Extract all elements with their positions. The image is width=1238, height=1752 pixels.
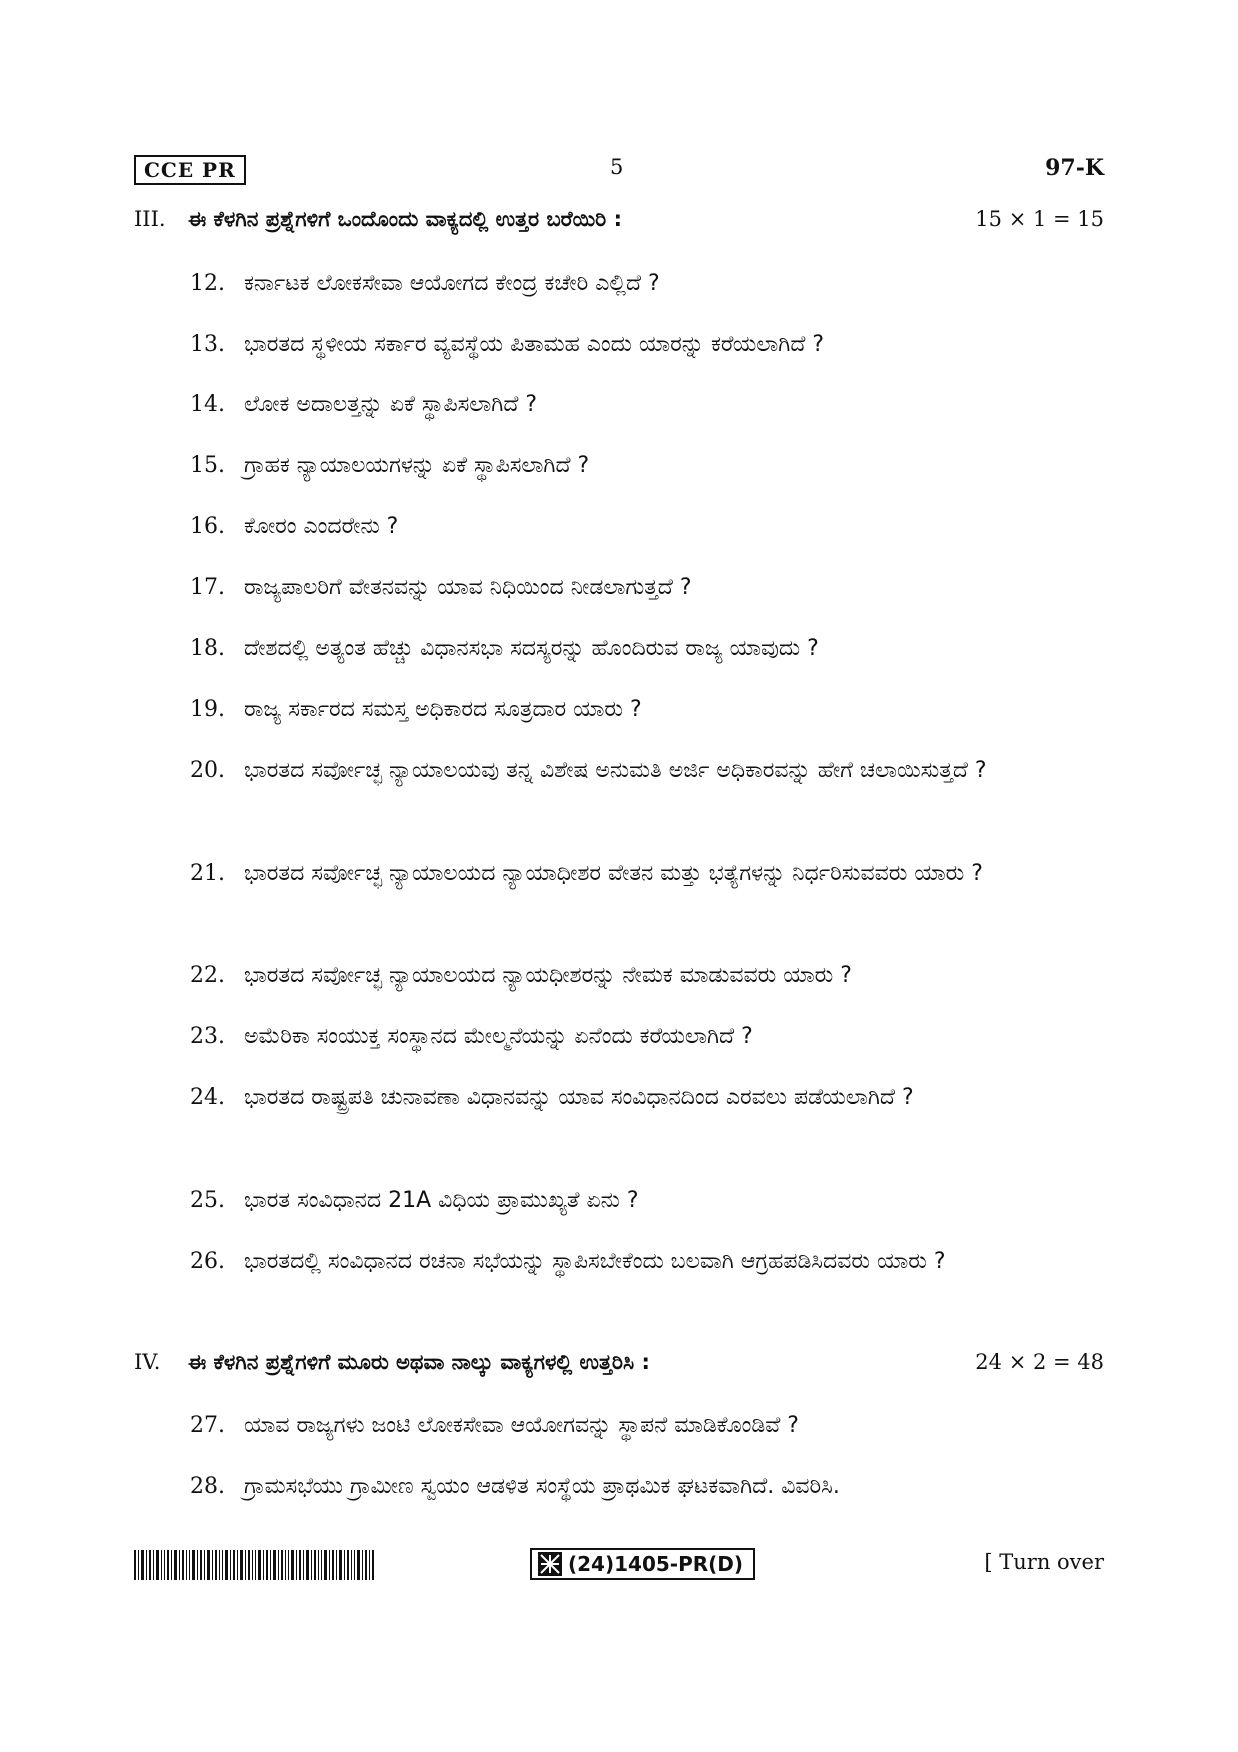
page-header [134, 155, 1104, 191]
question-number: 28. [190, 1474, 225, 1499]
question-number: 22. [190, 963, 225, 988]
question-text: ರಾಜ್ಯಪಾಲರಿಗೆ ವೇತನವನ್ನು ಯಾವ ನಿಧಿಯಿಂದ ನೀಡಲಾಗುತ್ತದೆ ? [244, 575, 692, 600]
question-text: ಅಮೆರಿಕಾ ಸಂಯುಕ್ತ ಸಂಸ್ಥಾನದ ಮೇಲ್ಮನೆಯನ್ನು ಏನೆಂದು ಕರೆಯಲಾಗಿದೆ ? [244, 1024, 753, 1049]
question-number: 21. [190, 861, 225, 886]
question-text: ಗ್ರಾಹಕ ನ್ಯಾಯಾಲಯಗಳನ್ನು ಏಕೆ ಸ್ಥಾಪಿಸಲಾಗಿದೆ ? [244, 453, 590, 478]
footer-code-box [530, 1548, 755, 1580]
question-text: ಭಾರತದ ಸರ್ವೋಚ್ಛ ನ್ಯಾಯಾಲಯವು ತನ್ನ ವಿಶೇಷ ಅನುಮತಿ ಅರ್ಜಿ ಅಧಿಕಾರವನ್ನು ಹೇಗೆ ಚಲಾಯಿಸುತ್ತದೆ ? [244, 758, 987, 783]
page-footer [134, 1548, 1104, 1588]
section-3-instruction: ಈ ಕೆಳಗಿನ ಪ್ರಶ್ನೆಗಳಿಗೆ ಒಂದೊಂದು ವಾಕ್ಯದಲ್ಲಿ ಉತ್ತರ ಬರೆಯಿರಿ : [188, 207, 622, 231]
section-4-heading [134, 1350, 1104, 1386]
question-text: ಯಾವ ರಾಜ್ಯಗಳು ಜಂಟಿ ಲೋಕಸೇವಾ ಆಯೋಗವನ್ನು ಸ್ಥಾಪನೆ ಮಾಡಿಕೊಂಡಿವೆ ? [244, 1413, 799, 1438]
question-number: 23. [190, 1024, 225, 1049]
question-number: 16. [190, 514, 225, 539]
question-text: ಲೋಕ ಅದಾಲತ್ತನ್ನು ಏಕೆ ಸ್ಥಾಪಿಸಲಾಗಿದೆ ? [244, 392, 538, 417]
section-4-number: IV. [134, 1350, 161, 1374]
question-number: 14. [190, 392, 225, 417]
section-3-marks: 15 × 1 = 15 [975, 207, 1104, 231]
section-4-marks: 24 × 2 = 48 [975, 1350, 1104, 1374]
question-number: 13. [190, 332, 225, 357]
scissors-icon [538, 1552, 562, 1576]
question-number: 15. [190, 453, 225, 478]
turn-over-note: [ Turn over [984, 1550, 1104, 1574]
question-text: ಭಾರತದಲ್ಲಿ ಸಂವಿಧಾನದ ರಚನಾ ಸಭೆಯನ್ನು ಸ್ಥಾಪಿಸಬೇಕೆಂದು ಬಲವಾಗಿ ಆಗ್ರಹಪಡಿಸಿದವರು ಯಾರು ? [244, 1249, 946, 1274]
question-number: 19. [190, 697, 225, 722]
question-text: ಗ್ರಾಮಸಭೆಯು ಗ್ರಾಮೀಣ ಸ್ವಯಂ ಆಡಳಿತ ಸಂಸ್ಥೆಯ ಪ್ರಾಥಮಿಕ ಘಟಕವಾಗಿದೆ. ವಿವರಿಸಿ. [244, 1474, 840, 1499]
question-number: 17. [190, 575, 225, 600]
exam-code-box: CCE PR [134, 155, 246, 185]
footer-code-text: (24)1405-PR(D) [568, 1552, 744, 1576]
question-number: 12. [190, 271, 225, 296]
paper-code: 97-K [1045, 155, 1104, 181]
question-text: ಕರ್ನಾಟಕ ಲೋಕಸೇವಾ ಆಯೋಗದ ಕೇಂದ್ರ ಕಚೇರಿ ಎಲ್ಲಿದೆ ? [244, 271, 660, 296]
question-text: ಭಾರತದ ಸ್ಥಳೀಯ ಸರ್ಕಾರ ವ್ಯವಸ್ಥೆಯ ಪಿತಾಮಹ ಎಂದು ಯಾರನ್ನು ಕರೆಯಲಾಗಿದೆ ? [244, 332, 825, 357]
question-text: ಭಾರತದ ಸರ್ವೋಚ್ಛ ನ್ಯಾಯಾಲಯದ ನ್ಯಾಯಧೀಶರನ್ನು ನೇಮಕ ಮಾಡುವವರು ಯಾರು ? [244, 963, 852, 988]
question-number: 25. [190, 1188, 225, 1213]
question-number: 24. [190, 1085, 225, 1110]
page-number: 5 [610, 155, 624, 179]
section-3-heading [134, 207, 1104, 243]
question-text: ಭಾರತದ ಸರ್ವೋಚ್ಛ ನ್ಯಾಯಾಲಯದ ನ್ಯಾಯಾಧೀಶರ ವೇತನ ಮತ್ತು ಭತ್ಯೆಗಳನ್ನು ನಿರ್ಧರಿಸುವವರು ಯಾರು ? [244, 861, 983, 886]
barcode-icon [134, 1550, 374, 1580]
question-text: ಭಾರತ ಸಂವಿಧಾನದ 21A ವಿಧಿಯ ಪ್ರಾಮುಖ್ಯತೆ ಏನು ? [244, 1188, 639, 1213]
question-text: ಕೋರಂ ಎಂದರೇನು ? [244, 514, 399, 539]
question-number: 20. [190, 758, 225, 783]
question-number: 27. [190, 1413, 225, 1438]
question-text: ದೇಶದಲ್ಲಿ ಅತ್ಯಂತ ಹೆಚ್ಚು ವಿಧಾನಸಭಾ ಸದಸ್ಯರನ್ನು ಹೊಂದಿರುವ ರಾಜ್ಯ ಯಾವುದು ? [244, 636, 819, 661]
section-3-number: III. [134, 207, 166, 231]
question-number: 26. [190, 1249, 225, 1274]
question-number: 18. [190, 636, 225, 661]
section-4-instruction: ಈ ಕೆಳಗಿನ ಪ್ರಶ್ನೆಗಳಿಗೆ ಮೂರು ಅಥವಾ ನಾಲ್ಕು ವಾಕ್ಯಗಳಲ್ಲಿ ಉತ್ತರಿಸಿ : [188, 1350, 650, 1374]
question-text: ಭಾರತದ ರಾಷ್ಟ್ರಪತಿ ಚುನಾವಣಾ ವಿಧಾನವನ್ನು ಯಾವ ಸಂವಿಧಾನದಿಂದ ಎರವಲು ಪಡೆಯಲಾಗಿದೆ ? [244, 1085, 914, 1110]
question-text: ರಾಜ್ಯ ಸರ್ಕಾರದ ಸಮಸ್ತ ಅಧಿಕಾರದ ಸೂತ್ರದಾರ ಯಾರು ? [244, 697, 642, 722]
